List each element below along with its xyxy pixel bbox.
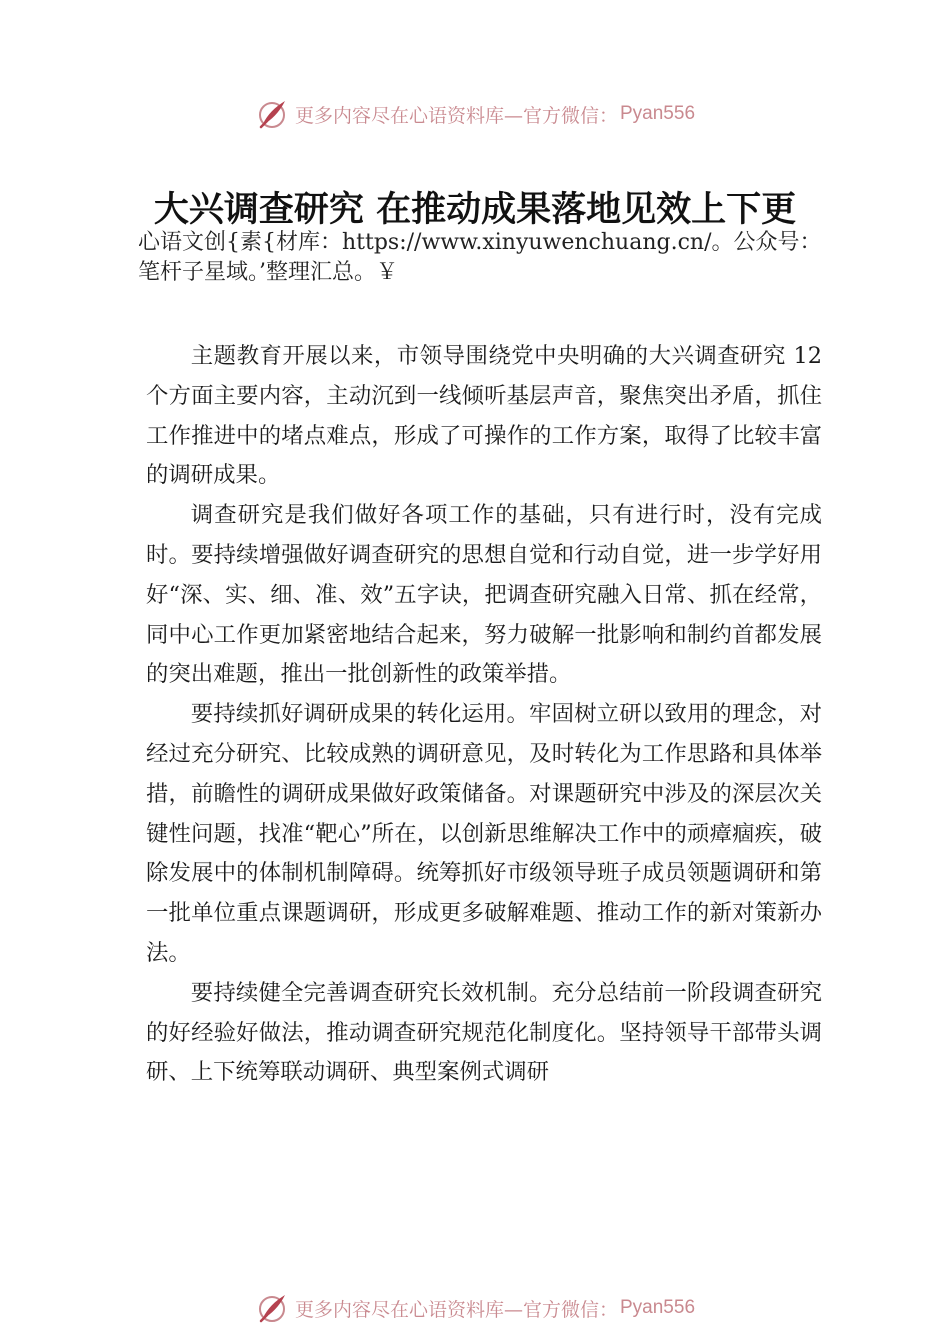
footer-banner xyxy=(0,1288,950,1328)
paragraph-1: 主题教育开展以来，市领导围绕党中央明确的大兴调查研究 12 个方面主要内容，主动沉到一线倾听基层声音，聚焦突出矛盾，抓住工作推进中的堵点难点，形成了可操作的工作方案，取得了比较丰富的调研成果。 xyxy=(146,343,822,489)
paragraph-2: 调查研究是我们做好各项工作的基础，只有进行时，没有完成时。要持续增强做好调查研究的思想自觉和行动自觉，进一步学好用好“深、实、细、准、效”五字诀，把调查研究融入日常、抓在经常，同中心工作更加紧密地结合起来，努力破解一批影响和制约首都发展的突出难题，推出一批创新性的政策举措。 xyxy=(146,502,822,688)
quill-pen-logo-icon xyxy=(255,97,289,131)
header-banner xyxy=(0,94,950,134)
paragraph-4: 要持续健全完善调查研究长效机制。充分总结前一阶段调查研究的好经验好做法，推动调查研究规范化制度化。坚持领导干部带头调研、上下统筹联动调研、典型案例式调研 xyxy=(146,979,822,1086)
quill-pen-logo-icon xyxy=(255,1291,289,1325)
footer-wechat-id: Pyan556 xyxy=(620,1297,696,1318)
header-banner-text: 更多内容尽在心语资料库—官方微信： xyxy=(294,104,618,127)
source-note: 心语文创{素{材库：https://www.xinyuwenchuang.cn/。公众号：笔杆子星域。’整理汇总。￥ xyxy=(138,230,822,285)
document-body xyxy=(146,337,822,1093)
header-wechat-id: Pyan556 xyxy=(620,103,696,124)
document-title: 大兴调查研究 在推动成果落地见效上下更 xyxy=(153,189,797,230)
footer-banner-text: 更多内容尽在心语资料库—官方微信： xyxy=(294,1298,618,1321)
paragraph-3: 要持续抓好调研成果的转化运用。牢固树立研以致用的理念，对经过充分研究、比较成熟的调研意见，及时转化为工作思路和具体举措，前瞻性的调研成果做好政策储备。对课题研究中涉及的深层次关键性问题，找准“靶心”所在，以创新思维解决工作中的顽瘴痼疾，破除发展中的体制机制障碍。统筹抓好市级领导班子成员领题调研和第一批单位重点课题调研，形成更多破解难题、推动工作的新对策新办法。 xyxy=(146,701,822,966)
